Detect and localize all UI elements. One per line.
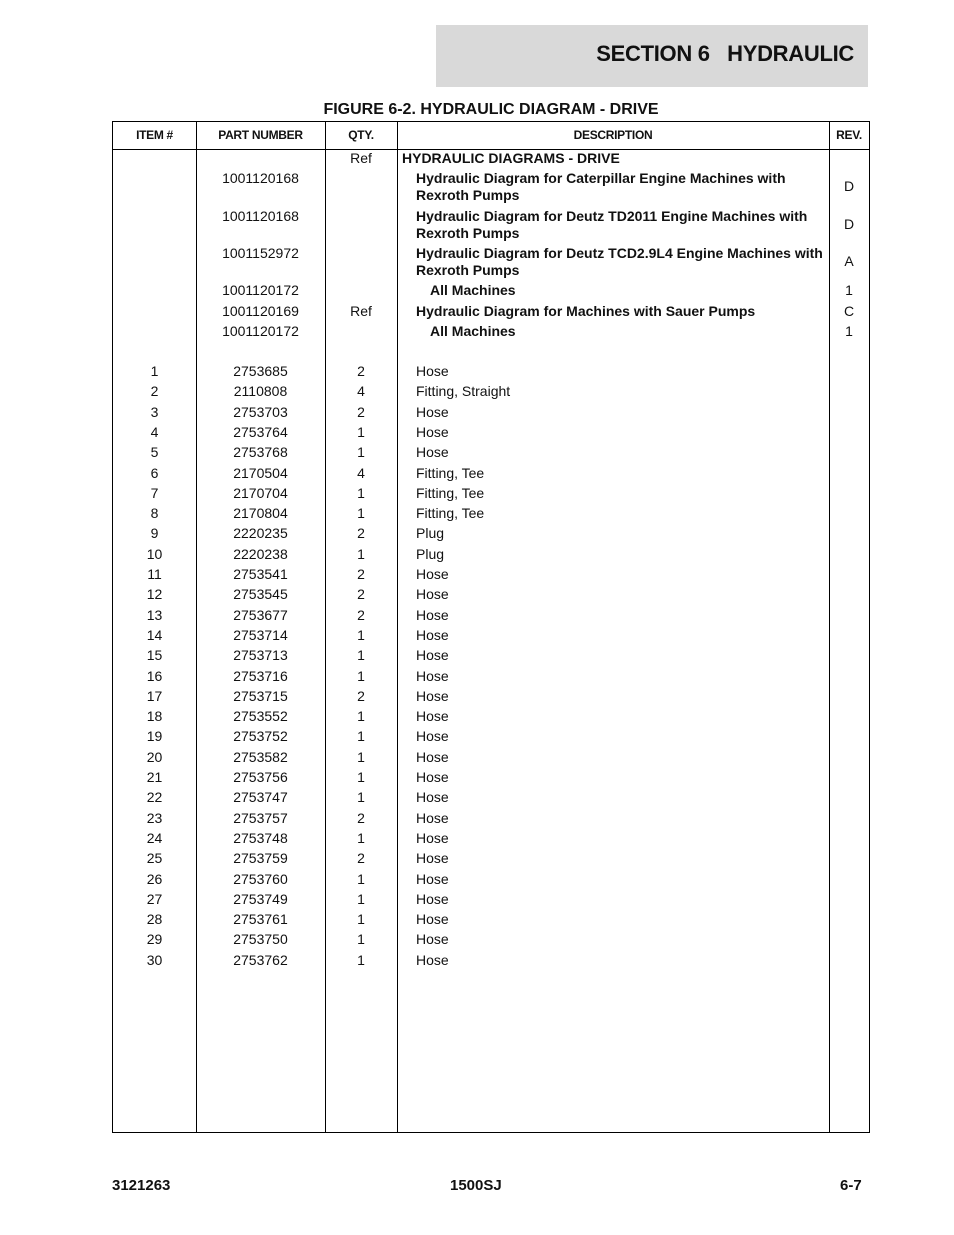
parts-table [112, 121, 870, 1133]
part-number: 2753714 [233, 626, 288, 643]
table-header [113, 122, 869, 150]
part-number: 2753541 [233, 566, 288, 582]
part-number: 2753760 [233, 870, 288, 887]
item-number: 16 [146, 667, 163, 684]
item-number: 29 [146, 931, 163, 948]
part-number: 2753677 [233, 606, 288, 623]
item-number: 24 [146, 829, 163, 846]
part-number: 2110808 [233, 383, 288, 400]
header-item: ITEM # [136, 128, 173, 142]
header-rev: REV. [836, 128, 862, 142]
item-number: 5 [150, 444, 159, 461]
quantity: 2 [357, 809, 365, 826]
part-number: 2753762 [233, 951, 288, 968]
part-number: 2170504 [233, 464, 288, 481]
part-description: Hose [416, 647, 449, 664]
part-description: Hose [416, 870, 449, 887]
part-description: Hose [416, 951, 449, 968]
part-description: Hose [416, 789, 449, 806]
ref-part-number: 1001120168 [222, 170, 299, 186]
quantity: 1 [357, 870, 365, 887]
item-number: 27 [146, 890, 163, 907]
part-description: Fitting, Tee [416, 464, 485, 481]
quantity: 2 [357, 363, 365, 379]
item-number: 2 [150, 383, 159, 400]
column-divider [397, 122, 398, 1132]
part-number: 2170704 [233, 484, 288, 501]
footer-model: 1500SJ [450, 1177, 502, 1194]
part-number: 2753759 [233, 850, 288, 867]
part-description: Hose [416, 890, 449, 907]
part-description: Hose [416, 911, 449, 928]
quantity: 1 [357, 505, 365, 522]
item-number: 1 [150, 363, 159, 379]
ref-rev: A [844, 253, 854, 269]
quantity: 1 [357, 829, 365, 846]
part-number: 2753685 [233, 363, 288, 379]
header-description: DESCRIPTION [573, 128, 653, 142]
part-description: Hose [416, 931, 449, 948]
part-description: Plug [416, 525, 445, 542]
ref-description: All Machines [430, 282, 516, 298]
header-qty: QTY. [348, 128, 374, 142]
item-number: 21 [146, 769, 163, 785]
quantity: 1 [357, 789, 365, 806]
item-number: 4 [150, 423, 159, 440]
part-description: Hose [416, 606, 449, 623]
part-number: 2220235 [233, 525, 288, 542]
ref-qty: Ref [350, 303, 372, 319]
item-number: 20 [146, 748, 163, 765]
part-number: 2753716 [233, 667, 288, 684]
ref-rev: C [843, 303, 855, 319]
part-description: Hose [416, 444, 449, 461]
quantity: 2 [357, 606, 365, 623]
part-description: Fitting, Tee [416, 484, 485, 501]
part-number: 2753752 [233, 728, 288, 745]
part-description: Hose [416, 748, 449, 765]
quantity: 1 [357, 890, 365, 907]
ref-part-number: 1001120169 [222, 303, 299, 319]
part-description: Fitting, Tee [416, 505, 485, 522]
item-number: 23 [146, 809, 163, 826]
ref-description: Hydraulic Diagram for Machines with Sauer Pumps [416, 303, 756, 319]
item-number: 7 [150, 484, 159, 501]
item-number: 28 [146, 911, 163, 928]
part-description: Hose [416, 850, 449, 867]
quantity: 1 [357, 647, 365, 664]
ref-rev: 1 [845, 282, 853, 298]
part-number: 2220238 [233, 545, 288, 562]
section-header-box [436, 25, 868, 87]
item-number: 19 [146, 728, 163, 745]
part-description: Hose [416, 728, 449, 745]
quantity: 4 [357, 464, 365, 481]
header-part-number: PART NUMBER [218, 128, 303, 142]
ref-qty: Ref [350, 150, 372, 166]
item-number: 3 [150, 403, 159, 420]
part-description: Hose [416, 586, 449, 603]
ref-part-number: 1001152972 [222, 245, 299, 261]
part-number: 2170804 [233, 505, 288, 522]
part-number: 2753764 [233, 423, 288, 440]
part-number: 2753768 [233, 444, 288, 461]
part-description: Hose [416, 566, 449, 582]
part-description: Hose [416, 809, 449, 826]
part-description: Fitting, Straight [416, 383, 511, 400]
part-description: Hose [416, 687, 449, 704]
part-number: 2753703 [233, 403, 288, 420]
part-number: 2753582 [233, 748, 288, 765]
ref-description: HYDRAULIC DIAGRAMS - DRIVE [402, 150, 620, 166]
quantity: 2 [357, 850, 365, 867]
ref-rev: D [843, 178, 855, 194]
ref-description: Hydraulic Diagram for Deutz TD2011 Engine Machines with Rexroth Pumps [416, 208, 808, 241]
quantity: 1 [357, 423, 365, 440]
part-description: Hose [416, 708, 449, 725]
part-number: 2753748 [233, 829, 288, 846]
part-number: 2753747 [233, 789, 288, 806]
part-number: 2753715 [233, 687, 288, 704]
quantity: 2 [357, 586, 365, 603]
part-description: Hose [416, 829, 449, 846]
part-description: Hose [416, 403, 449, 420]
part-description: Hose [416, 626, 449, 643]
item-number: 17 [146, 687, 163, 704]
part-number: 2753761 [233, 911, 288, 928]
quantity: 1 [357, 769, 365, 785]
item-number: 9 [150, 525, 159, 542]
ref-rev: 1 [845, 323, 853, 339]
quantity: 4 [357, 383, 365, 400]
quantity: 1 [357, 708, 365, 725]
part-description: Plug [416, 545, 445, 562]
quantity: 1 [357, 931, 365, 948]
ref-description: Hydraulic Diagram for Caterpillar Engine Machines with Rexroth Pumps [416, 170, 786, 203]
part-number: 2753749 [233, 890, 288, 907]
footer-page-number: 6-7 [840, 1177, 862, 1194]
quantity: 1 [357, 444, 365, 461]
quantity: 1 [357, 748, 365, 765]
ref-rev: D [843, 216, 855, 232]
quantity: 1 [357, 667, 365, 684]
item-number: 22 [146, 789, 163, 806]
quantity: 2 [357, 566, 365, 582]
ref-description: Hydraulic Diagram for Deutz TCD2.9L4 Engine Machines with Rexroth Pumps [416, 245, 823, 278]
ref-part-number: 1001120168 [222, 208, 299, 224]
part-number: 2753750 [233, 931, 288, 948]
ref-description: All Machines [430, 323, 516, 339]
part-number: 2753552 [233, 708, 288, 725]
part-description: Hose [416, 769, 449, 785]
item-number: 8 [150, 505, 159, 522]
item-number: 14 [146, 626, 163, 643]
part-number: 2753545 [233, 586, 288, 603]
part-description: Hose [416, 667, 449, 684]
quantity: 1 [357, 911, 365, 928]
part-description: Hose [416, 423, 449, 440]
item-number: 6 [150, 464, 159, 481]
item-number: 13 [146, 606, 163, 623]
quantity: 1 [357, 728, 365, 745]
quantity: 2 [357, 525, 365, 542]
section-title: SECTION 6 HYDRAULIC [596, 41, 854, 66]
figure-title: FIGURE 6-2. HYDRAULIC DIAGRAM - DRIVE [323, 101, 659, 118]
ref-part-number: 1001120172 [222, 282, 299, 298]
part-number: 2753713 [233, 647, 288, 664]
quantity: 1 [357, 484, 365, 501]
item-number: 25 [146, 850, 163, 867]
part-number: 2753757 [233, 809, 288, 826]
quantity: 1 [357, 545, 365, 562]
quantity: 1 [357, 951, 365, 968]
quantity: 1 [357, 626, 365, 643]
ref-part-number: 1001120172 [222, 323, 299, 339]
quantity: 2 [357, 687, 365, 704]
footer-doc-number: 3121263 [112, 1177, 171, 1194]
item-number: 30 [146, 951, 163, 968]
quantity: 2 [357, 403, 365, 420]
item-number: 10 [146, 545, 163, 562]
item-number: 11 [147, 566, 162, 582]
item-number: 12 [146, 586, 163, 603]
part-number: 2753756 [233, 769, 288, 785]
part-description: Hose [416, 363, 449, 379]
item-number: 18 [146, 708, 163, 725]
item-number: 15 [146, 647, 163, 664]
item-number: 26 [146, 870, 163, 887]
